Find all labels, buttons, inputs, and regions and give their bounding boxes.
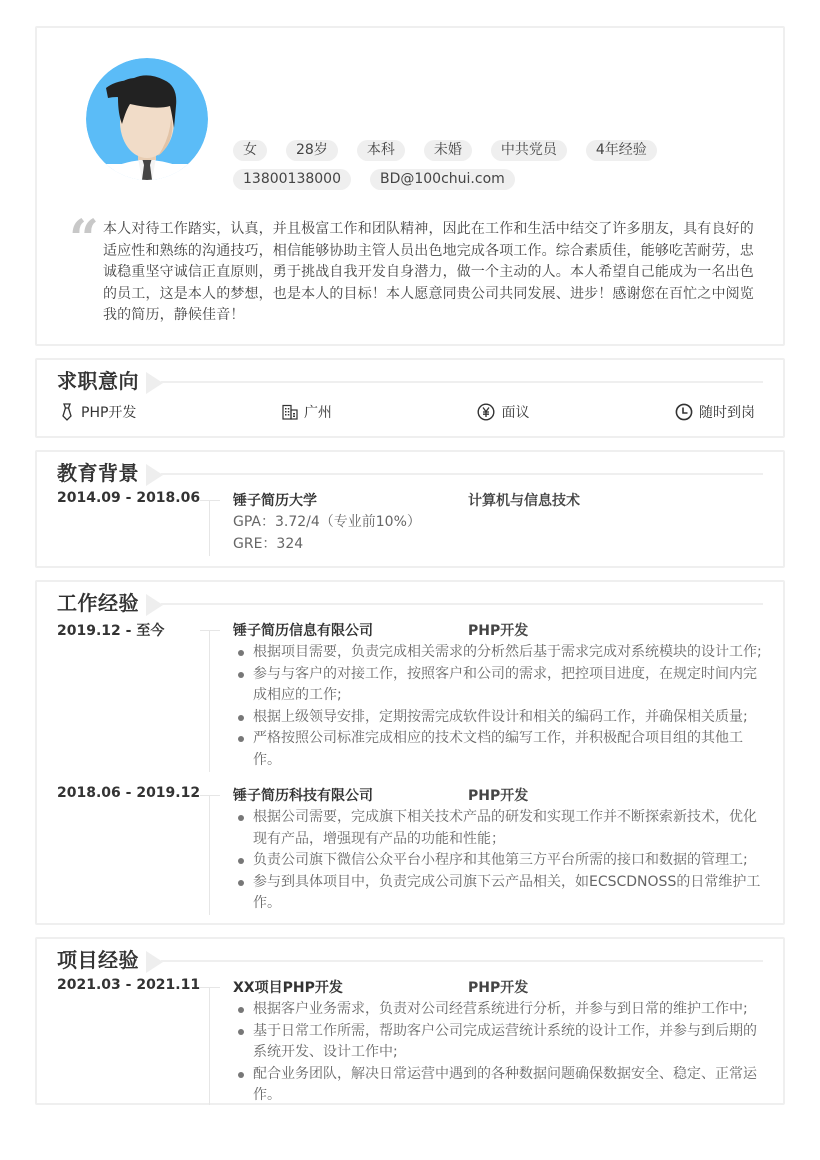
intent-position [59,400,136,424]
section-divider [161,381,763,383]
timeline-connector [200,795,220,796]
section-divider [161,960,763,962]
job-role: PHP开发 [468,623,529,639]
intent-salary [477,400,529,424]
tag-gender: 女 [233,140,267,161]
quote-icon: “ [69,209,99,270]
section-title: 项目经验 [57,948,139,972]
education-details [233,512,763,555]
section-arrow-icon [146,464,163,486]
section-divider [161,473,763,475]
company-name: 锤子简历科技有限公司 [233,788,373,804]
duty-item: 严格按照公司标准完成相应的技术文档的编写工作，并积极配合项目组的其他工作。 [233,728,763,771]
timeline-connector [200,630,220,631]
timeline-line [209,500,210,556]
profile-card [35,26,785,346]
self-introduction: 本人对待工作踏实，认真，并且极富工作和团队精神，因此在工作和生活中结交了许多朋友，具有良好的适应性和熟练的沟通技巧，相信能够协助主管人员出色地完成各项工作。综合素质佳，能够吃苦耐劳，忠诚稳重坚守诚信正直原则，勇于挑战自我开发自身潜力，做一个主动的人。本人希望自己能成为一名出色的员工，这是本人的梦想，也是本人的目标！本人愿意同贵公司共同发展、进步！感谢您在百忙之中阅览我的简历，静候佳音！ [103,221,754,323]
section-arrow-icon [146,594,163,616]
project-experience-section [35,937,785,1105]
section-header [57,945,763,975]
section-header [57,588,763,618]
section-arrow-icon [146,951,163,973]
tag-experience: 4年经验 [586,140,657,161]
gre-line: GRE：324 [233,535,304,552]
intent-availability [675,400,755,424]
section-title: 求职意向 [57,369,139,393]
project-name: XX项目PHP开发 [233,980,343,996]
avatar [86,58,208,180]
entry-date: 2014.09 - 2018.06 [57,490,201,506]
intent-availability-label: 随时到岗 [698,405,755,421]
duty-item: 根据项目需要，负责完成相关需求的分析然后基于需求完成对系统模块的设计工作; [233,642,763,664]
work-duties [233,642,763,771]
duty-item: 参与到具体项目中，负责完成公司旗下云产品相关，如ECSCDNOSS的日常维护工作。 [233,872,763,915]
project-duties [233,999,763,1107]
duty-item: 负责公司旗下微信公众平台小程序和其他第三方平台所需的接口和数据的管理工; [233,850,763,872]
duty-item: 根据上级领导安排，定期按需完成软件设计和相关的编码工作，并确保相关质量; [233,707,763,729]
gpa-line: GPA：3.72/4（专业前10%） [233,514,421,530]
work-experience-section [35,580,785,925]
duty-item: 基于日常工作所需，帮助客户公司完成运营统计系统的设计工作，并参与到后期的系统开发、设计工作中; [233,1021,763,1064]
intent-city-label: 广州 [303,405,332,421]
intent-salary-label: 面议 [501,405,530,421]
section-divider [161,603,763,605]
entry-date: 2018.06 - 2019.12 [57,785,201,801]
work-duties [233,807,763,915]
tag-degree: 本科 [357,140,405,161]
tag-row-contact [233,169,753,190]
section-title: 教育背景 [57,461,139,485]
intent-city [282,400,332,424]
duty-item: 参与与客户的对接工作，按照客户和公司的需求，把控项目进度，在规定时间内完成相应的工作; [233,664,763,707]
avatar-illustration-icon [86,58,208,180]
entry-date: 2019.12 - 至今 [57,623,165,639]
work-entry [57,785,763,915]
building-icon [282,404,298,420]
tag-email: BD@100chui.com [370,169,515,190]
duty-item: 根据公司需要，完成旗下相关技术产品的研发和实现工作并不断探索新技术，优化现有产品，增强现有产品的功能和性能； [233,807,763,850]
education-entry [57,490,763,556]
major-name: 计算机与信息技术 [468,493,580,509]
section-arrow-icon [146,372,163,394]
section-title: 工作经验 [57,591,139,615]
duty-item: 配合业务团队，解决日常运营中遇到的各种数据问题确保数据安全、稳定、正常运作。 [233,1064,763,1107]
tag-row-basic [233,140,753,161]
timeline-connector [200,987,220,988]
tie-icon [59,403,75,421]
duty-item: 根据客户业务需求，负责对公司经营系统进行分析，并参与到日常的维护工作中; [233,999,763,1021]
clock-icon [675,403,693,421]
timeline-line [209,987,210,1105]
job-intent-section [35,358,785,438]
section-header [57,366,763,396]
school-name: 锤子简历大学 [233,493,317,509]
timeline-line [209,795,210,915]
project-role: PHP开发 [468,980,529,996]
project-entry [57,977,763,1105]
education-section [35,450,785,568]
section-header [57,458,763,488]
tag-phone: 13800138000 [233,169,351,190]
tag-marital: 未婚 [424,140,472,161]
entry-date: 2021.03 - 2021.11 [57,977,201,993]
company-name: 锤子简历信息有限公司 [233,623,373,639]
timeline-connector [200,500,220,501]
timeline-line [209,630,210,772]
job-role: PHP开发 [468,788,529,804]
intent-position-label: PHP开发 [81,405,137,421]
work-entry [57,620,763,770]
tag-age: 28岁 [286,140,338,161]
intent-items [59,400,755,424]
tag-political: 中共党员 [491,140,567,161]
yen-icon [477,403,495,421]
profile-tags [233,140,753,198]
